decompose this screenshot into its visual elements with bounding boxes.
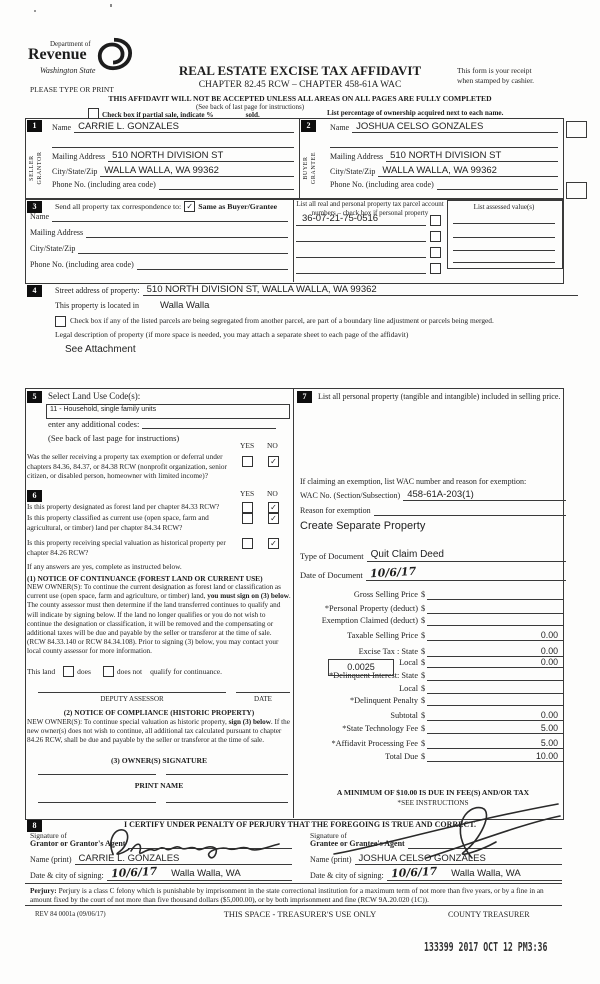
money-label: *Affidavit Processing Fee	[331, 739, 418, 748]
receipt-note	[457, 66, 534, 86]
grantor-signature-line	[128, 848, 292, 849]
grantee-signature-line	[408, 848, 562, 849]
seller-phone-value	[159, 189, 294, 190]
parcel-column-header: List all real and personal property tax parcel account numbers – check box if personal property	[296, 200, 444, 217]
seller-name-label: Name	[52, 123, 72, 132]
seller-address-label: Mailing Address	[52, 152, 106, 161]
money-value	[427, 705, 564, 706]
ownership-percent-box-1	[566, 121, 587, 138]
no-header-s6: NO	[267, 489, 278, 498]
buyer-phone-label: Phone No. (including area code)	[330, 180, 434, 189]
owners-signature-title: (3) OWNER(S) SIGNATURE	[110, 756, 208, 765]
exemption-intro: If claiming an exemption, list WAC number and reason for exemption:	[300, 477, 527, 486]
seller-grantor-side-label: SELLER GRANTOR	[29, 151, 43, 185]
money-label: *State Technology Fee	[342, 724, 418, 733]
print-name-title: PRINT NAME	[134, 781, 184, 790]
located-in-value: Walla Walla	[159, 300, 210, 311]
buyer-city-label: City/State/Zip	[330, 167, 376, 176]
doc-date-label: Date of Document	[300, 570, 363, 580]
money-value: 5.00	[427, 738, 564, 749]
grantor-date-city-value: 10/6/17 Walla Walla, WA	[107, 866, 292, 881]
money-value	[427, 693, 564, 694]
money-value	[427, 613, 564, 614]
seller-city-label: City/State/Zip	[52, 167, 98, 176]
partial-sale-label: Check box if partial sale, indicate %	[102, 111, 214, 119]
money-label: Subtotal	[390, 711, 418, 720]
correspondence-label: Send all property tax correspondence to:	[55, 202, 182, 211]
does-not-checkbox	[103, 666, 114, 677]
notice-continuance-paragraph: NEW OWNER(S): To continue the current designation as forest land or classification as current use (open space, farm and agriculture, or timber) land, you must sign on (3) below. The county assessor must then determine if the land transferred continues to qualify and will indicate by signing below. If the land no longer qualifies or you do not wish to continue the designation or classification, it will be removed and the compensating or additional taxes will be due and payable by the seller or transferor at the time of sale. (RCW 84.33.140 or RCW 84.34.108). Prior to signing (3) below, you may contact your local county assessor for more information.	[27, 583, 291, 656]
form-title: REAL ESTATE EXCISE TAX AFFIDAVIT	[178, 63, 422, 78]
parcel-line-2	[296, 241, 426, 242]
money-value: 0.00	[427, 646, 564, 657]
assessed-line-4	[453, 262, 555, 263]
wac-number-value: 458-61A-203(1)	[403, 489, 566, 501]
logo-dept-text: Department of	[50, 40, 91, 48]
reason-exemption-label: Reason for exemption	[300, 506, 371, 515]
buyer-phone-value	[437, 189, 558, 190]
seller-name-extra-line	[52, 147, 294, 148]
section-8-badge: 8	[27, 820, 42, 832]
grantor-name-print-value: CARRIE L. GONZALES	[75, 853, 292, 865]
grantor-date-city-label: Date & city of signing:	[30, 871, 104, 880]
q3-no-checkbox: ✓	[268, 538, 279, 549]
money-label: Local	[399, 658, 418, 667]
section-3-badge: 3	[27, 201, 42, 213]
q3-yes-checkbox	[242, 538, 253, 549]
buyer-address-label: Mailing Address	[330, 152, 384, 161]
ownership-note: List percentage of ownership acquired next to each name.	[327, 109, 504, 117]
segregated-label: Check box if any of the listed parcels are being segregated from another parcel, are part of a boundary line adjustment or parcels being merged.	[70, 316, 494, 325]
street-address-label: Street address of property:	[55, 286, 140, 295]
money-value	[427, 599, 564, 600]
treasurer-space-label: THIS SPACE - TREASURER'S USE ONLY	[223, 909, 377, 919]
deputy-assessor-label: DEPUTY ASSESSOR	[100, 695, 164, 703]
warning-line: THIS AFFIDAVIT WILL NOT BE ACCEPTED UNLESS ALL AREAS ON ALL PAGES ARE FULLY COMPLETED	[108, 94, 492, 103]
receipt-note-line2: when stamped by cashier.	[457, 76, 535, 85]
parcel-number-value: 36-07-21-75-0516	[302, 213, 379, 224]
if-yes-note: If any answers are yes, complete as instructed below.	[27, 562, 182, 571]
money-label: *Personal Property (deduct)	[324, 604, 418, 613]
parcel-personal-checkbox-4	[430, 263, 441, 274]
personal-property-title: List all personal property (tangible and intangible) included in selling price.	[318, 392, 561, 401]
money-label: *Delinquent Penalty	[350, 696, 418, 705]
q2-no-checkbox: ✓	[268, 513, 279, 524]
deputy-assessor-line	[38, 692, 226, 693]
seller-name-value: CARRIE L. GONZALES	[74, 121, 294, 133]
notice-compliance-paragraph: NEW OWNER(S): To continue special valuation as historic property, sign (3) below. If the new owner(s) does not wish to continue, all additional tax calculated pursuant to chapter 84.26 RCW, shall be due and payable by the seller or transferor at the time of sale.	[27, 718, 290, 745]
does-checkbox	[63, 666, 74, 677]
section-1-badge: 1	[27, 120, 42, 132]
form-chapter: CHAPTER 82.45 RCW – CHAPTER 458-61A WAC	[198, 80, 402, 90]
doc-type-value: Quit Claim Deed	[367, 549, 566, 562]
see-back-note-2: (See back of last page for instructions)	[48, 433, 180, 443]
corr-name-value	[52, 221, 288, 222]
seller-exemption-question: Was the seller receiving a property tax exemption or deferral under chapters 84.36, 84.37, or 84.38 RCW (nonprofit organization, senior citizen, or disabled person, homeowner with limited income)?	[27, 452, 227, 480]
form-rev-number: REV 84 0001a (09/06/17)	[35, 911, 106, 918]
additional-codes-value	[142, 428, 276, 429]
notice-compliance-title: (2) NOTICE OF COMPLIANCE (HISTORIC PROPERTY)	[63, 708, 255, 717]
grantor-signature-of-label: Signature of	[30, 831, 67, 840]
type-or-print: PLEASE TYPE OR PRINT	[30, 85, 114, 94]
grantee-date-city-label: Date & city of signing:	[310, 871, 384, 880]
buyer-city-value: WALLA WALLA, WA 99362	[378, 165, 558, 177]
parcel-personal-checkbox-1	[430, 215, 441, 226]
q1-yes-checkbox	[242, 502, 253, 513]
does-not-label: does not	[116, 667, 143, 676]
no-header-s5: NO	[267, 441, 278, 450]
money-label: Excise Tax : State	[358, 647, 418, 656]
money-label: Total Due	[385, 752, 418, 761]
grantee-signature-of-label: Signature of	[310, 831, 347, 840]
assessed-value-header: List assessed value(s)	[473, 203, 535, 211]
forest-land-question: Is this property designated as forest land per chapter 84.33 RCW?	[27, 502, 220, 511]
money-value: 10.00	[427, 751, 564, 762]
money-value: 0.00	[427, 657, 564, 668]
assessed-line-3	[453, 250, 555, 251]
section-5-badge: 5	[27, 391, 42, 403]
doc-type-label: Type of Document	[300, 551, 364, 561]
print-name-line-1	[38, 802, 156, 803]
lower-box-divider	[293, 388, 294, 818]
scan-speck	[34, 10, 36, 12]
land-use-title: Select Land Use Code(s):	[48, 391, 141, 401]
partial-sale-sold-label: sold.	[245, 111, 260, 119]
buyer-name-value: JOSHUA CELSO GONZALES	[352, 121, 558, 133]
section-4-badge: 4	[27, 285, 42, 297]
land-use-code-value: 11 - Household, single family units	[50, 406, 157, 413]
parcel-line-4	[296, 273, 426, 274]
current-use-question: Is this property classified as current use (open space, farm and agricultural, or timber) land per chapter 84.34 RCW?	[27, 513, 209, 532]
deputy-date-line	[236, 692, 290, 693]
same-as-buyer-label: Same as Buyer/Grantee	[198, 202, 278, 211]
reason-exemption-value: Create Separate Property	[300, 520, 426, 532]
seller-phone-label: Phone No. (including area code)	[52, 180, 156, 189]
corr-address-label: Mailing Address	[30, 228, 84, 237]
section-6-badge: 6	[27, 490, 42, 502]
grantee-agent-label: Grantee or Grantee's Agent	[310, 839, 405, 848]
corr-city-value	[78, 253, 288, 254]
additional-codes-label: enter any additional codes:	[48, 419, 140, 429]
treasurer-date-stamp: 133399 2017 OCT 12 PM3:36	[424, 941, 548, 955]
section-7-badge: 7	[297, 391, 312, 403]
corr-phone-label: Phone No. (including area code)	[30, 260, 134, 269]
revenue-swirl-icon	[95, 36, 133, 72]
legal-description-label: Legal description of property (if more space is needed, you may attach a separate sheet to each page of the affidavit)	[55, 330, 409, 339]
street-address-value: 510 NORTH DIVISION ST, WALLA WALLA, WA 99362	[143, 284, 578, 296]
money-value: 5.00	[427, 723, 564, 734]
money-label: Exemption Claimed (deduct)	[321, 616, 418, 625]
assessed-line-2	[453, 237, 555, 238]
perjury-bottom-rule	[25, 905, 562, 906]
segregated-checkbox	[55, 316, 66, 327]
grantor-agent-label: Grantor or Grantor's Agent	[30, 839, 126, 848]
see-back-note: (See back of last page for instructions)	[195, 103, 305, 111]
seller-address-value: 510 NORTH DIVISION ST	[108, 150, 294, 162]
money-value	[427, 625, 564, 626]
parcel-line-3	[296, 257, 426, 258]
buyer-grantee-side-label: BUYER GRANTEE	[303, 151, 317, 185]
parcel-personal-checkbox-2	[430, 231, 441, 242]
logo-revenue-text: Revenue	[28, 46, 87, 63]
owner-signature-line-1	[38, 774, 156, 775]
buyer-address-value: 510 NORTH DIVISION ST	[386, 150, 558, 162]
certify-statement: I CERTIFY UNDER PENALTY OF PERJURY THAT THE FOREGOING IS TRUE AND CORRECT.	[123, 820, 476, 829]
wac-number-label: WAC No. (Section/Subsection)	[300, 491, 401, 500]
logo-state-text: Washington State	[40, 66, 96, 75]
money-value: 0.00	[427, 710, 564, 721]
buyer-name-extra-line	[330, 147, 558, 148]
deputy-date-label: DATE	[254, 695, 272, 703]
minimum-fee-note: A MINIMUM OF $10.00 IS DUE IN FEE(S) AND/OR TAX	[336, 788, 530, 797]
doc-date-value: 10/6/17	[366, 566, 566, 581]
legal-description-value: See Attachment	[65, 344, 136, 355]
grantee-date-city-value: 10/6/17 Walla Walla, WA	[387, 866, 562, 881]
money-value: 0.00	[427, 630, 564, 641]
corr-name-label: Name	[30, 212, 50, 221]
historic-property-question: Is this property receiving special valuation as historical property per chapter 84.26 RCW?	[27, 538, 226, 557]
section-2-badge: 2	[301, 120, 316, 132]
corr-city-label: City/State/Zip	[30, 244, 76, 253]
yes-header-s6: YES	[240, 489, 255, 498]
grantee-name-print-label: Name (print)	[310, 855, 352, 864]
county-treasurer-label: COUNTY TREASURER	[448, 910, 530, 919]
q2-yes-checkbox	[242, 513, 253, 524]
notice-continuance-title: (1) NOTICE OF CONTINUANCE (FOREST LAND OR CURRENT USE)	[27, 574, 263, 583]
see-instructions-note: *SEE INSTRUCTIONS	[397, 798, 469, 807]
money-label: Gross Selling Price	[353, 590, 418, 599]
this-land-label: This land	[27, 667, 56, 676]
local-rate-box: 0.0025	[328, 659, 394, 676]
money-label: *Delinquent Interest: State	[329, 671, 418, 680]
affidavit-page: Department of Revenue Washington State REAL ESTATE EXCISE TAX AFFIDAVIT CHAPTER 82.45 RCW – CHAPTER 458-61A WAC This form is your receipt when stamped by cashier. PLEASE TYPE OR PRINT THIS AFFIDAVIT WILL NOT BE ACCEPTED UNLESS ALL AREAS ON ALL PAGES ARE FULLY COMPLETED (See back of last page for instructions) Check box if partial sale, indicate % sold. List percentage of ownership acquired next to each name. 1 SELLER GRANTOR Name CARRIE L. GONZALES Mailing Address 510 NORTH DIVISION ST City/State/Zip WALLA WALLA, WA 99362 Phone No. (including area code) 2 BUYER GRANTEE Name JOSHUA CELSO GONZALES Mailing Address 510 NORTH DIVISION ST City/State/Zip WALLA WALLA, WA 99362 Phone No. (including area code) 3 Send all property tax correspondence to: ✓ Same as Buyer/Grantee Name Mailing Address City/State/Zip Phone No. (including area code) List all real and personal property tax parcel account numbers – check box if personal property 36-07-21-75-0516 List assessed value(s) 4 Street address of property: 510 NORTH DIVISION ST, WALLA WALLA, WA 99362 This property is located in Walla Walla Check box if any of the listed parcels are being segregated from another parcel, are part of a boundary line adjustment or parcels being merged. Legal description of property (if more space is needed, you may attach a separate sheet to each page of the affidavit) See Attachment 5 Select Land Use Code(s): 11 - Household, single family units enter any additional codes: (See back of last page for instructions) YES NO Was the seller receiving a property tax exemption or deferral under chapters 84.36, 84.37, or 84.38 RCW (nonprofit organization, senior citizen, or disabled person, homeowner with limited income)? ✓ 6 YES NO Is this property designated as forest land per chapter 84.33 RCW? ✓ Is this property classified as current use (open space, farm and agricultural, or timber) land per chapter 84.34 RCW? ✓ Is this property receiving special valuation as historical property per chapter 84.26 RCW? ✓ If any answers are yes, complete as instructed below. (1) NOTICE OF CONTINUANCE (FOREST LAND OR CURRENT USE) NEW OWNER(S): To continue the current designation as forest land or classification as current use (open space, farm and agriculture, or timber) land, you must sign on (3) below. The county assessor must then determine if the land transferred continues to qualify and will indicate by signing below. If the land no longer qualifies or you do not wish to continue the designation or classification, it will be removed and the compensating or additional taxes will be due and payable by the seller or transferor at the time of sale. (RCW 84.33.140 or RCW 84.34.108). Prior to signing (3) below, you may contact your local county assessor for more information. This land does does not qualify for continuance. DEPUTY ASSESSOR DATE (2) NOTICE OF COMPLIANCE (HISTORIC PROPERTY) NEW OWNER(S): To continue special valuation as historic property, sign (3) below. If the new owner(s) does not wish to continue, all additional tax calculated pursuant to chapter 84.26 RCW, shall be due and payable by the seller or transferor at the time of sale. (3) OWNER(S) SIGNATURE PRINT NAME 7 List all personal property (tangible and intangible) included in selling price. If claiming an exemption, list WAC number and reason for exemption: WAC No. (Section/Subsection) 458-61A-203(1) Reason for exemption Create Separate Property Type of Document Quit Claim Deed Date of Document 10/6/17 Gross Selling Price $ *Personal Property (deduct) $ Exemption Claimed (deduct) $ Taxable Selling Price $ 0.00 Excise Tax : State $ 0.00 Local $ 0.00 *Delinquent Interest: State $ Local $ *Delinquent Penalty $ Subtotal $ 0.00 *State Technology Fee $ 5.00 *Affidavit Processing Fee $ 5.00 Total Due $ 10.00 0.0025 A MINIMUM OF $10.00 IS DUE IN FEE(S) AND/OR TAX *SEE INSTRUCTIONS 8 I CERTIFY UNDER PENALTY OF PERJURY THAT THE FOREGOING IS TRUE AND CORRECT. Signature of Grantor or Grantor's Agent Name (print) CARRIE L. GONZALES Date & city of signing: 10/6/17 Walla Walla, WA Signature of Grantee or Grantee's Agent Name (print) JOSHUA CELSO GONZALES Date & city of signing: 10/6/17 Walla Walla, WA Perjury: Perjury is a class C felony which is punishable by imprisonment in the state correctional institution for a maximum term of not more than five years, or by a fine in an amount fixed by the court of not more than five thousand dollars ($5,000.00), or by both imprisonment and fine (RCW 9A.20.020 (1C)). REV 84 0001a (09/06/17) THIS SPACE - TREASURER'S USE ONLY COUNTY TREASURER 133399 2017 OCT 12 PM3:36	[0, 0, 600, 984]
perjury-paragraph: Perjury: Perjury is a class C felony which is punishable by imprisonment in the state correctional institution for a maximum term of not more than five years, or by a fine in an amount fixed by the court of not more than five thousand dollars ($5,000.00), or by both imprisonment and fine (RCW 9A.20.020 (1C)).	[30, 886, 544, 904]
grantee-name-print-value: JOSHUA CELSO GONZALES	[355, 853, 562, 865]
parcel-line-1	[296, 225, 426, 226]
receipt-note-line1: This form is your receipt	[457, 66, 532, 75]
parcel-personal-checkbox-3	[430, 247, 441, 258]
money-value	[427, 680, 564, 681]
s5-yes-checkbox	[242, 456, 253, 467]
print-name-line-2	[166, 802, 288, 803]
yes-header-s5: YES	[240, 441, 255, 450]
s5-no-checkbox: ✓	[268, 456, 279, 467]
same-as-buyer-checkbox: ✓	[184, 201, 195, 212]
q1-no-checkbox: ✓	[268, 502, 279, 513]
seller-city-value: WALLA WALLA, WA 99362	[100, 165, 294, 177]
scan-speck	[110, 4, 112, 7]
qualify-label: qualify for continuance.	[150, 667, 222, 676]
section-3-divider	[293, 198, 294, 282]
corr-address-value	[86, 237, 288, 238]
reason-exemption-line	[374, 515, 566, 516]
does-label: does	[77, 667, 91, 676]
assessed-line-1	[453, 223, 555, 224]
grantor-name-print-label: Name (print)	[30, 855, 72, 864]
perjury-top-rule	[25, 883, 562, 884]
ownership-percent-box-2	[566, 182, 587, 199]
money-label: Local	[399, 684, 418, 693]
located-in-label: This property is located in	[55, 301, 139, 310]
money-label: Taxable Selling Price	[347, 631, 418, 640]
buyer-name-label: Name	[330, 123, 350, 132]
section-1-2-divider	[299, 118, 300, 198]
corr-phone-value	[137, 269, 288, 270]
owner-signature-line-2	[166, 774, 288, 775]
